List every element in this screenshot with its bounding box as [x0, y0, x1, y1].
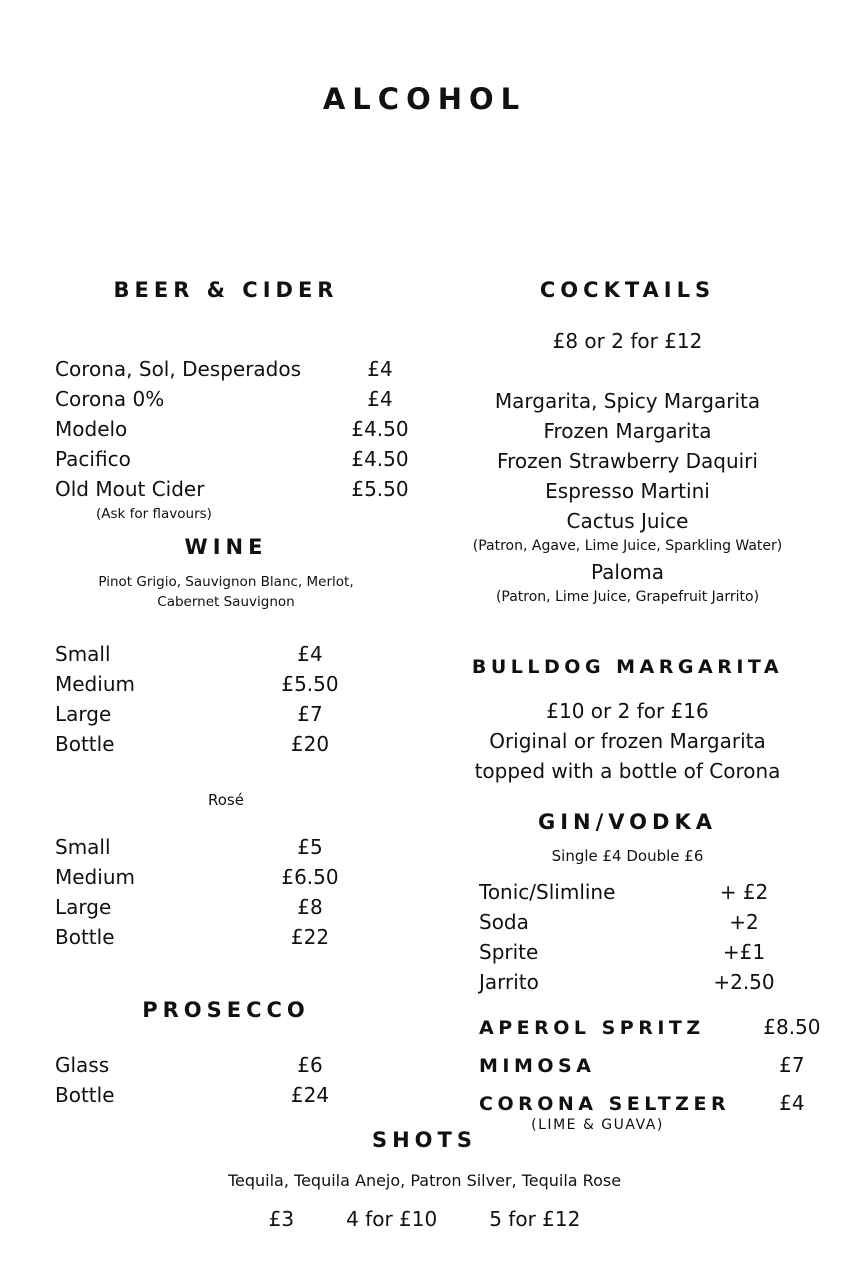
item-name: APEROL SPRITZ: [479, 1017, 705, 1039]
item-price: £8: [297, 895, 323, 919]
item-name: Small: [55, 835, 111, 859]
item-price: +2: [729, 910, 759, 934]
bulldog-price-line: £10 or 2 for £16: [546, 699, 709, 723]
shots-price-five: 5 for £12: [489, 1207, 581, 1231]
beer-flavours-note: (Ask for flavours): [96, 506, 212, 522]
list-item: [28, 444, 424, 474]
list-item: Margarita, Spicy Margarita: [494, 389, 761, 413]
cactus-juice-ingredients: (Patron, Agave, Lime Juice, Sparkling Water): [472, 538, 783, 554]
shots-price-single: £3: [268, 1207, 295, 1231]
list-item: Espresso Martini: [545, 479, 710, 503]
right-column: [424, 278, 849, 1136]
item-name: MIMOSA: [479, 1055, 596, 1077]
list-item: [424, 877, 831, 907]
menu-page: [0, 82, 849, 1282]
list-item: [28, 1050, 424, 1080]
bulldog-desc-line-2: topped with a bottle of Corona: [474, 759, 781, 783]
item-name: Medium: [55, 672, 135, 696]
item-name: Large: [55, 702, 112, 726]
item-price: £5.50: [351, 477, 409, 501]
list-item: [28, 414, 424, 444]
item-price: £4.50: [351, 417, 409, 441]
menu-columns: [0, 278, 849, 1136]
shots-price-four: 4 for £10: [346, 1207, 438, 1231]
list-item: [424, 1053, 831, 1077]
list-item: [424, 937, 831, 967]
rose-label: Rosé: [208, 791, 244, 809]
mixers-price-list: [424, 877, 831, 997]
bulldog-desc-line-1: Original or frozen Margarita: [489, 729, 766, 753]
item-price: £6: [297, 1053, 323, 1077]
section-heading-bulldog-margarita: BULLDOG MARGARITA: [471, 656, 784, 678]
cocktails-price-line: £8 or 2 for £12: [552, 329, 703, 353]
item-name: Pacifico: [55, 447, 131, 471]
item-price: £20: [290, 732, 330, 756]
item-price: £7: [779, 1053, 805, 1077]
list-item: [28, 729, 424, 759]
item-name: Glass: [55, 1053, 110, 1077]
item-name: Medium: [55, 865, 135, 889]
white-wine-price-list: [28, 639, 424, 759]
item-name: Jarrito: [479, 970, 539, 994]
list-item: [28, 669, 424, 699]
list-item: Cactus Juice: [566, 509, 689, 533]
item-name: Small: [55, 642, 111, 666]
section-heading-wine: WINE: [184, 535, 268, 559]
list-item: [28, 699, 424, 729]
item-price: £7: [297, 702, 323, 726]
item-name: CORONA SELTZER: [479, 1093, 731, 1115]
specials-list: [424, 1015, 831, 1136]
item-price: +2.50: [713, 970, 775, 994]
section-heading-shots: SHOTS: [371, 1128, 477, 1152]
item-name: Bottle: [55, 732, 115, 756]
list-item: [28, 862, 424, 892]
left-column: [0, 278, 424, 1110]
item-name: Sprite: [479, 940, 539, 964]
list-item: [28, 922, 424, 952]
page-title: ALCOHOL: [322, 82, 527, 116]
list-item: Frozen Margarita: [543, 419, 712, 443]
item-price: + £2: [719, 880, 769, 904]
shots-varieties: Tequila, Tequila Anejo, Patron Silver, Tequila Rose: [227, 1171, 622, 1190]
item-name: Corona, Sol, Desperados: [55, 357, 302, 381]
item-price: £4: [367, 357, 393, 381]
list-item: [28, 354, 424, 384]
item-price: £8.50: [763, 1015, 821, 1039]
item-price: £24: [290, 1083, 330, 1107]
item-name: Soda: [479, 910, 529, 934]
list-item: [424, 967, 831, 997]
item-name: Large: [55, 895, 112, 919]
cocktails-list: [424, 386, 831, 608]
section-heading-gin-vodka: GIN/VODKA: [538, 810, 717, 834]
list-item: [28, 384, 424, 414]
item-name: Bottle: [55, 1083, 115, 1107]
wine-varieties-line-2: Cabernet Sauvignon: [157, 594, 295, 610]
list-item: [28, 639, 424, 669]
list-item: [424, 1091, 831, 1115]
wine-varieties-line-1: Pinot Grigio, Sauvignon Blanc, Merlot,: [98, 574, 354, 590]
item-price: £6.50: [281, 865, 339, 889]
shots-price-row: [0, 1207, 849, 1231]
item-name: Tonic/Slimline: [479, 880, 616, 904]
item-price: +£1: [722, 940, 766, 964]
section-heading-beer-cider: BEER & CIDER: [113, 278, 339, 302]
paloma-ingredients: (Patron, Lime Juice, Grapefruit Jarrito): [495, 589, 760, 605]
corona-seltzer-flavours: (LIME & GUAVA): [531, 1117, 664, 1133]
list-item: [28, 474, 424, 504]
item-name: Corona 0%: [55, 387, 165, 411]
rose-wine-price-list: [28, 832, 424, 952]
list-item: [28, 832, 424, 862]
item-price: £22: [290, 925, 330, 949]
item-name: Bottle: [55, 925, 115, 949]
list-item: [28, 1080, 424, 1110]
beer-price-list: [28, 354, 424, 504]
list-item: [28, 892, 424, 922]
gin-vodka-single-double: Single £4 Double £6: [551, 847, 704, 865]
item-price: £4.50: [351, 447, 409, 471]
section-heading-cocktails: COCKTAILS: [539, 278, 716, 302]
item-name: Modelo: [55, 417, 128, 441]
section-heading-prosecco: PROSECCO: [142, 998, 310, 1022]
shots-section: [0, 1128, 849, 1231]
item-name: Old Mout Cider: [55, 477, 205, 501]
item-price: £4: [297, 642, 323, 666]
list-item: [424, 907, 831, 937]
list-item: Frozen Strawberry Daquiri: [497, 449, 758, 473]
item-price: £4: [779, 1091, 805, 1115]
item-price: £5.50: [281, 672, 339, 696]
item-price: £4: [367, 387, 393, 411]
list-item: Paloma: [591, 560, 664, 584]
item-price: £5: [297, 835, 323, 859]
prosecco-price-list: [28, 1050, 424, 1110]
list-item: [424, 1015, 831, 1039]
